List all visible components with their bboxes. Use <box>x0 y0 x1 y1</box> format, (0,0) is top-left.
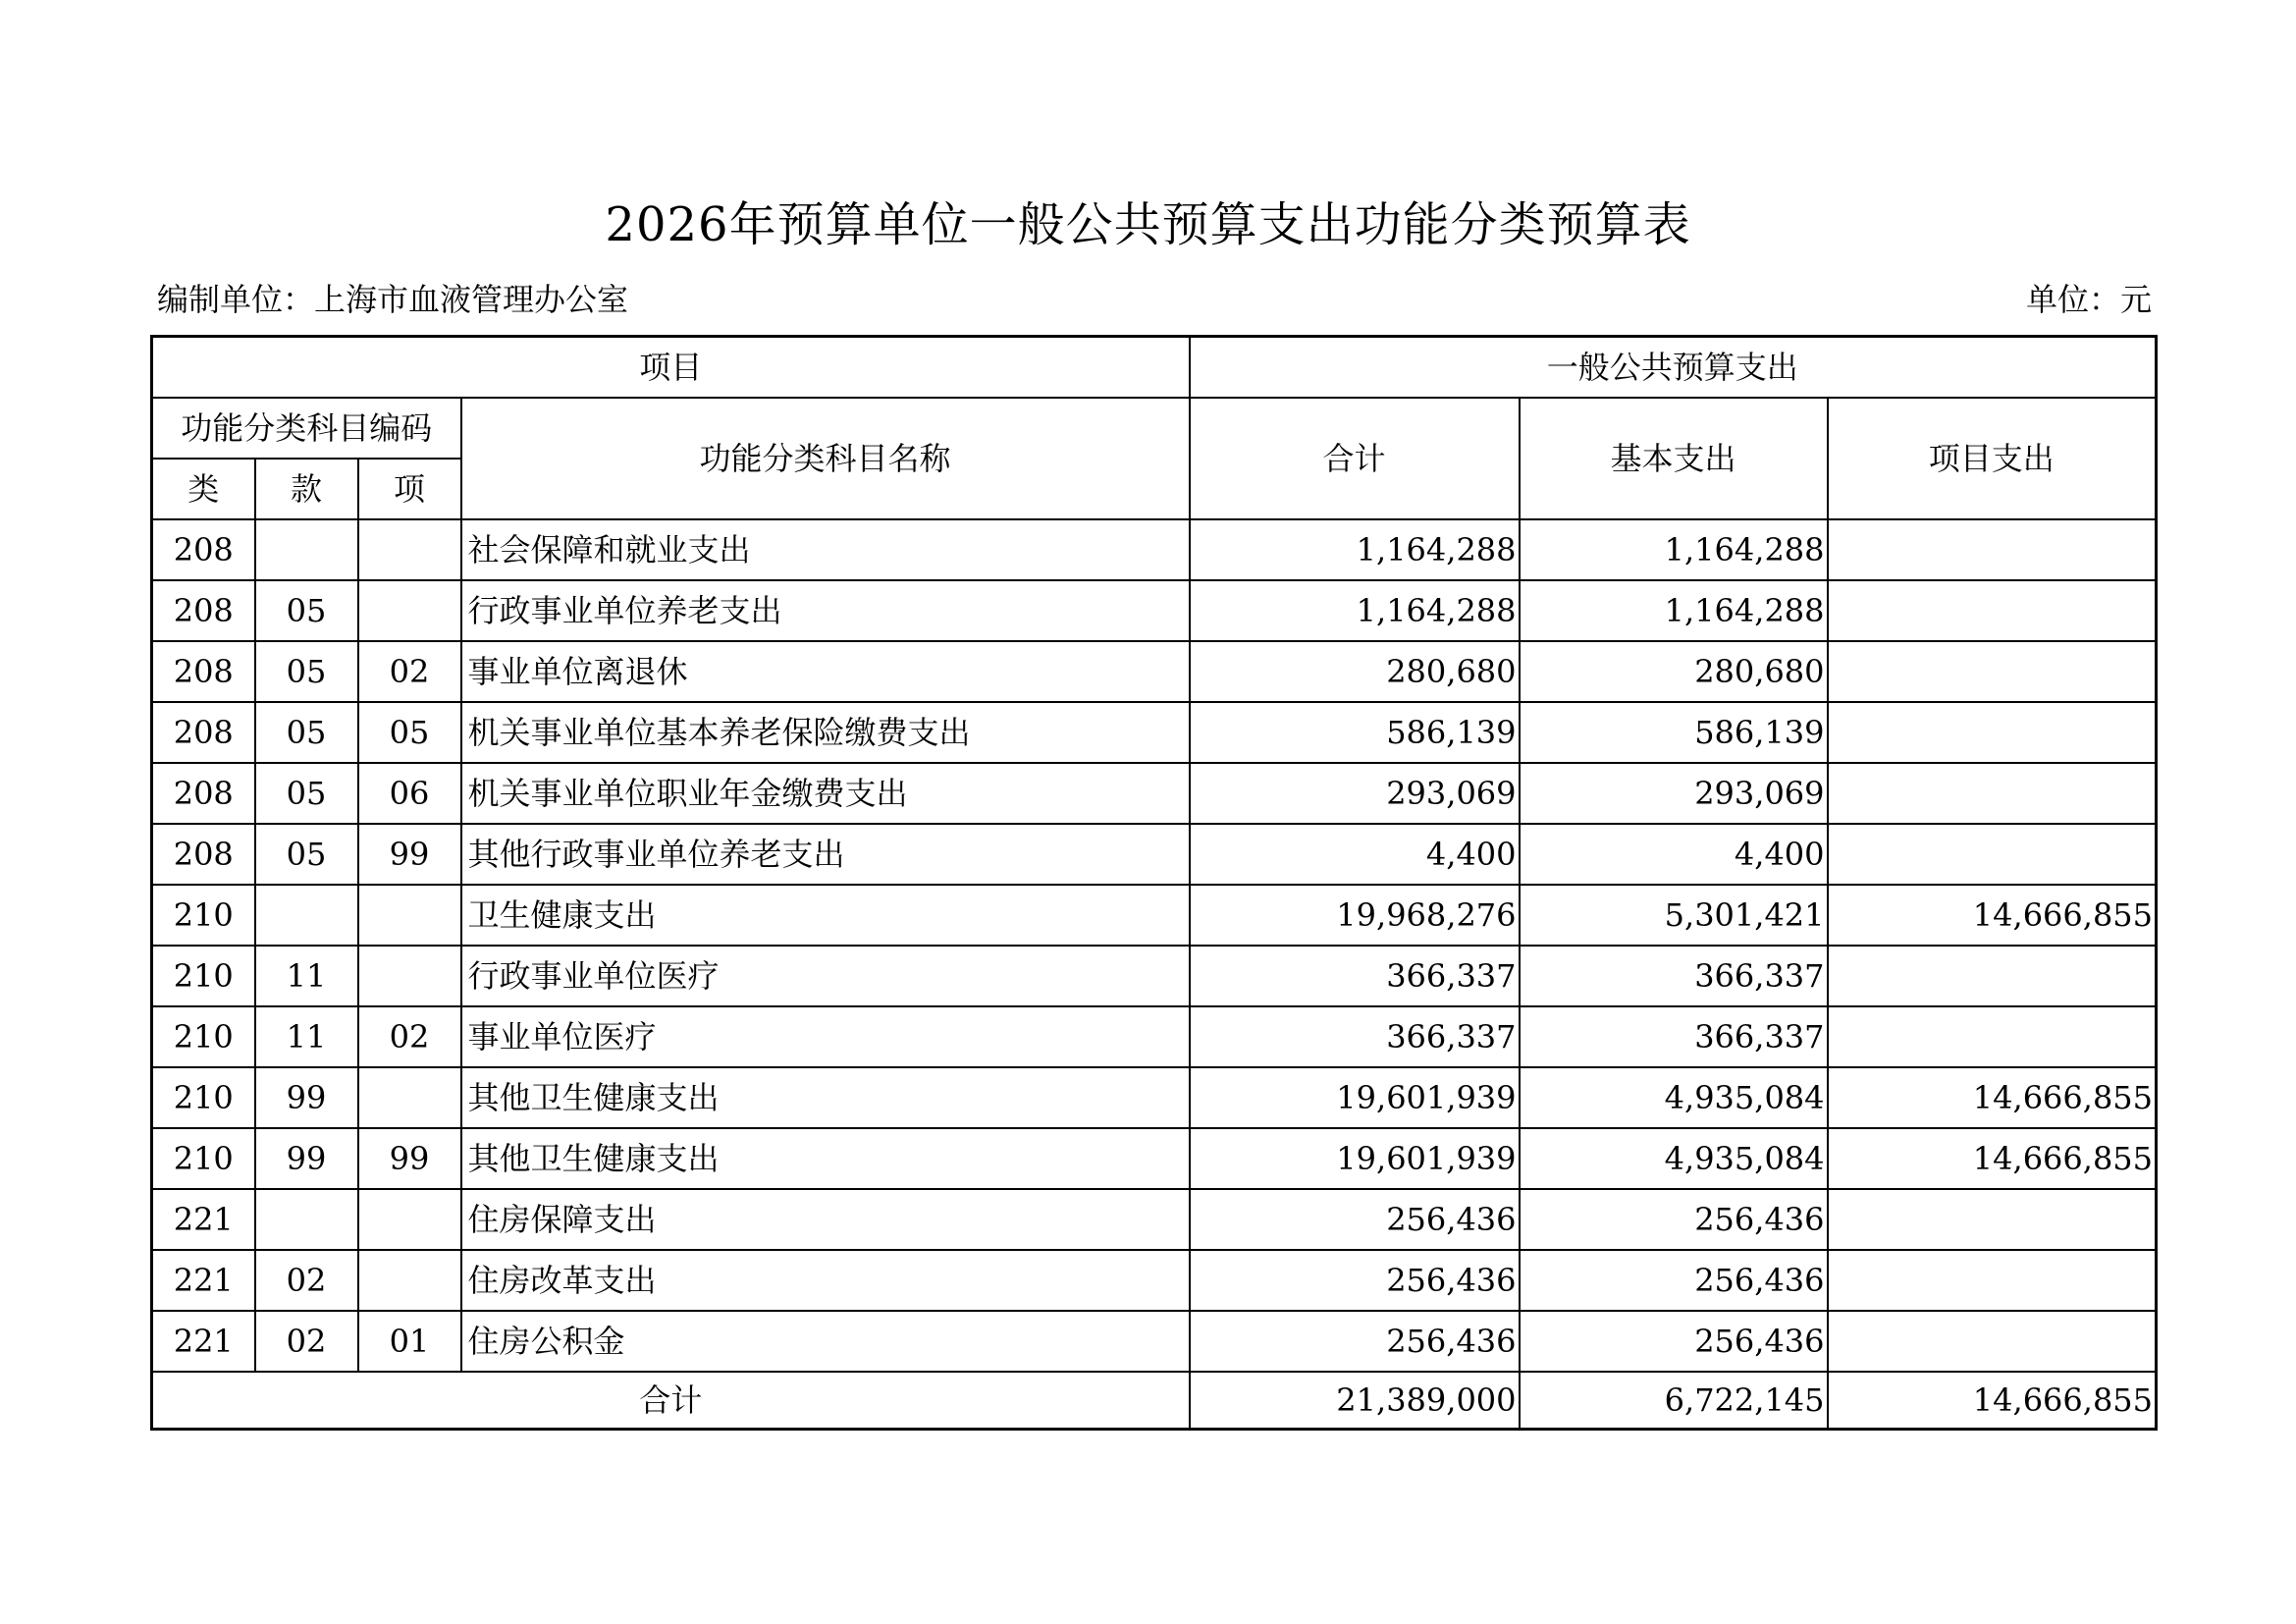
cell-basic: 293,069 <box>1520 763 1828 824</box>
cell-name: 住房改革支出 <box>461 1250 1190 1311</box>
cell-kuan: 05 <box>255 580 358 641</box>
table-row <box>152 946 2157 1006</box>
cell-total: 366,337 <box>1190 1006 1520 1067</box>
cell-project <box>1828 1250 2157 1311</box>
cell-xiang: 02 <box>358 641 461 702</box>
cell-total: 256,436 <box>1190 1189 1520 1250</box>
cell-basic: 280,680 <box>1520 641 1828 702</box>
cell-total: 256,436 <box>1190 1250 1520 1311</box>
cell-project <box>1828 763 2157 824</box>
cell-xiang: 99 <box>358 1128 461 1189</box>
table-row <box>152 1250 2157 1311</box>
cell-kuan: 99 <box>255 1067 358 1128</box>
cell-project <box>1828 1189 2157 1250</box>
cell-kuan: 05 <box>255 763 358 824</box>
cell-basic: 256,436 <box>1520 1189 1828 1250</box>
table-row <box>152 580 2157 641</box>
cell-xiang: 02 <box>358 1006 461 1067</box>
cell-total: 4,400 <box>1190 824 1520 885</box>
budget-table <box>150 335 2158 1431</box>
header-row-1 <box>152 337 2157 399</box>
total-label: 合计 <box>152 1372 1190 1430</box>
cell-basic: 366,337 <box>1520 1006 1828 1067</box>
cell-xiang <box>358 519 461 580</box>
cell-name: 住房公积金 <box>461 1311 1190 1372</box>
cell-kuan: 02 <box>255 1250 358 1311</box>
table-row <box>152 1006 2157 1067</box>
cell-lei: 208 <box>152 580 255 641</box>
cell-xiang <box>358 580 461 641</box>
cell-lei: 208 <box>152 824 255 885</box>
cell-xiang: 06 <box>358 763 461 824</box>
cell-name: 事业单位医疗 <box>461 1006 1190 1067</box>
cell-project <box>1828 1006 2157 1067</box>
cell-xiang: 01 <box>358 1311 461 1372</box>
cell-kuan <box>255 519 358 580</box>
cell-kuan: 02 <box>255 1311 358 1372</box>
header-lei: 类 <box>152 459 255 519</box>
cell-lei: 208 <box>152 702 255 763</box>
table-row <box>152 641 2157 702</box>
cell-name: 其他卫生健康支出 <box>461 1067 1190 1128</box>
cell-basic: 4,400 <box>1520 824 1828 885</box>
cell-kuan: 05 <box>255 702 358 763</box>
cell-basic: 1,164,288 <box>1520 580 1828 641</box>
cell-name: 事业单位离退休 <box>461 641 1190 702</box>
cell-lei: 208 <box>152 763 255 824</box>
cell-kuan <box>255 885 358 946</box>
cell-xiang: 05 <box>358 702 461 763</box>
cell-name: 行政事业单位养老支出 <box>461 580 1190 641</box>
cell-total: 19,968,276 <box>1190 885 1520 946</box>
header-basic: 基本支出 <box>1520 398 1828 519</box>
page-title: 2026年预算单位一般公共预算支出功能分类预算表 <box>605 197 1691 252</box>
cell-project <box>1828 824 2157 885</box>
header-name: 功能分类科目名称 <box>461 398 1190 519</box>
header-project-expense: 项目支出 <box>1828 398 2157 519</box>
cell-basic: 366,337 <box>1520 946 1828 1006</box>
cell-lei: 208 <box>152 519 255 580</box>
cell-total: 280,680 <box>1190 641 1520 702</box>
cell-kuan: 11 <box>255 946 358 1006</box>
cell-basic: 256,436 <box>1520 1311 1828 1372</box>
cell-kuan: 05 <box>255 824 358 885</box>
cell-kuan: 99 <box>255 1128 358 1189</box>
header-total: 合计 <box>1190 398 1520 519</box>
header-row-2 <box>152 398 2157 459</box>
cell-lei: 210 <box>152 946 255 1006</box>
table-row <box>152 1189 2157 1250</box>
cell-name: 其他行政事业单位养老支出 <box>461 824 1190 885</box>
table-row <box>152 519 2157 580</box>
cell-kuan: 11 <box>255 1006 358 1067</box>
cell-lei: 210 <box>152 885 255 946</box>
cell-kuan <box>255 1189 358 1250</box>
cell-total: 586,139 <box>1190 702 1520 763</box>
table-row <box>152 763 2157 824</box>
cell-lei: 210 <box>152 1128 255 1189</box>
cell-basic: 1,164,288 <box>1520 519 1828 580</box>
cell-total: 1,164,288 <box>1190 519 1520 580</box>
cell-project <box>1828 946 2157 1006</box>
table-row <box>152 1067 2157 1128</box>
cell-xiang <box>358 1250 461 1311</box>
cell-project <box>1828 702 2157 763</box>
cell-xiang <box>358 1067 461 1128</box>
cell-project: 14,666,855 <box>1828 1128 2157 1189</box>
cell-basic: 4,935,084 <box>1520 1128 1828 1189</box>
table-row <box>152 1128 2157 1189</box>
cell-xiang <box>358 885 461 946</box>
header-code-group: 功能分类科目编码 <box>152 398 461 459</box>
table-row <box>152 885 2157 946</box>
currency-unit: 单位：元 <box>2025 281 2152 318</box>
cell-basic: 586,139 <box>1520 702 1828 763</box>
cell-lei: 210 <box>152 1067 255 1128</box>
total-project: 14,666,855 <box>1828 1372 2157 1430</box>
cell-name: 社会保障和就业支出 <box>461 519 1190 580</box>
cell-total: 366,337 <box>1190 946 1520 1006</box>
cell-lei: 221 <box>152 1311 255 1372</box>
cell-total: 1,164,288 <box>1190 580 1520 641</box>
total-sum: 21,389,000 <box>1190 1372 1520 1430</box>
total-basic: 6,722,145 <box>1520 1372 1828 1430</box>
table-body <box>152 337 2157 1430</box>
header-project: 项目 <box>152 337 1190 399</box>
cell-name: 住房保障支出 <box>461 1189 1190 1250</box>
cell-project <box>1828 580 2157 641</box>
cell-lei: 221 <box>152 1189 255 1250</box>
cell-total: 256,436 <box>1190 1311 1520 1372</box>
cell-name: 机关事业单位基本养老保险缴费支出 <box>461 702 1190 763</box>
cell-total: 19,601,939 <box>1190 1128 1520 1189</box>
compiler-unit: 编制单位：上海市血液管理办公室 <box>157 281 629 318</box>
cell-kuan: 05 <box>255 641 358 702</box>
cell-basic: 5,301,421 <box>1520 885 1828 946</box>
cell-project <box>1828 1311 2157 1372</box>
table-row <box>152 702 2157 763</box>
cell-xiang <box>358 1189 461 1250</box>
cell-project <box>1828 519 2157 580</box>
cell-project: 14,666,855 <box>1828 885 2157 946</box>
cell-lei: 210 <box>152 1006 255 1067</box>
header-general-budget: 一般公共预算支出 <box>1190 337 2157 399</box>
cell-name: 行政事业单位医疗 <box>461 946 1190 1006</box>
cell-project: 14,666,855 <box>1828 1067 2157 1128</box>
cell-xiang <box>358 946 461 1006</box>
header-kuan: 款 <box>255 459 358 519</box>
cell-basic: 256,436 <box>1520 1250 1828 1311</box>
total-row <box>152 1372 2157 1430</box>
table-row <box>152 824 2157 885</box>
cell-project <box>1828 641 2157 702</box>
cell-total: 293,069 <box>1190 763 1520 824</box>
header-xiang: 项 <box>358 459 461 519</box>
table-row <box>152 1311 2157 1372</box>
cell-name: 卫生健康支出 <box>461 885 1190 946</box>
cell-xiang: 99 <box>358 824 461 885</box>
cell-lei: 208 <box>152 641 255 702</box>
cell-total: 19,601,939 <box>1190 1067 1520 1128</box>
cell-basic: 4,935,084 <box>1520 1067 1828 1128</box>
cell-name: 机关事业单位职业年金缴费支出 <box>461 763 1190 824</box>
cell-name: 其他卫生健康支出 <box>461 1128 1190 1189</box>
cell-lei: 221 <box>152 1250 255 1311</box>
